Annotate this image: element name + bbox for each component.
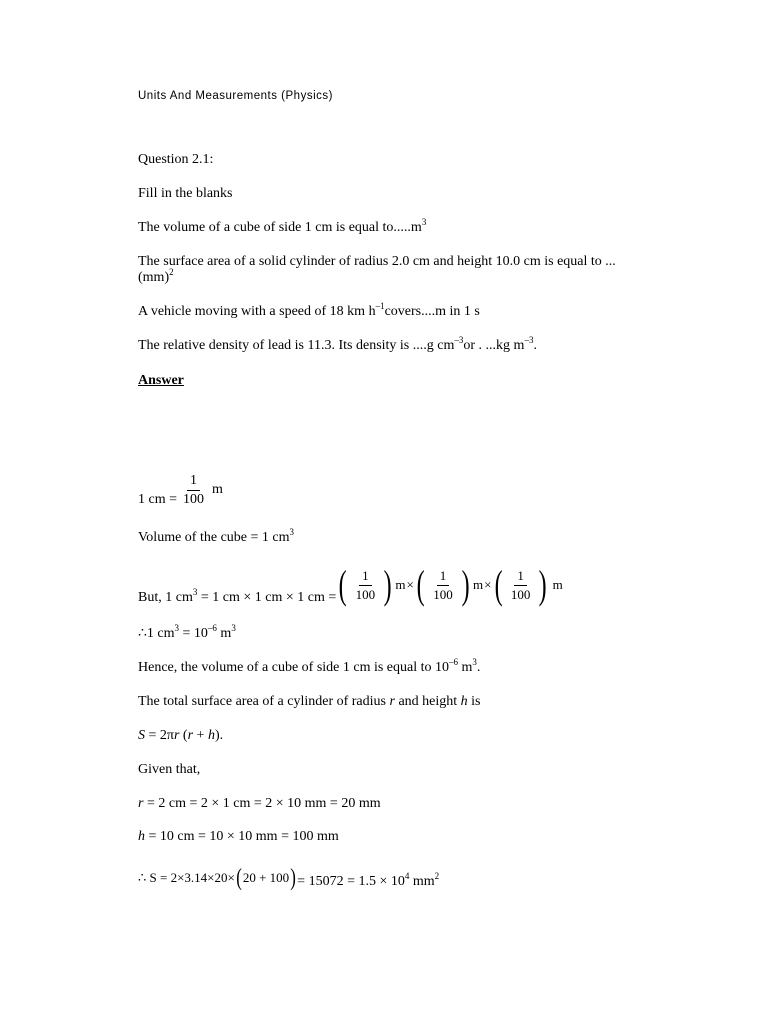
question-d: The relative density of lead is 11.3. Its density is ....g $cm^{-3}or$ . ...kg $m^{-3}$. [138, 335, 537, 353]
volume-statement: Volume of the cube = 1 $cm^3$ [138, 527, 294, 545]
equation-cm3-to-m3: ∴1 $cm^3 = 10^{-6}$ $m^3$ [138, 623, 236, 641]
question-b-line1: The surface area of a solid cylinder of radius 2.0 cm and height 10.0 cm is equal to ... [138, 254, 616, 269]
question-a: The volume of a cube of side 1 cm is equal $to.....m^3$ [138, 217, 427, 235]
surface-area-formula: S = 2πr (r + h). [138, 728, 224, 743]
equation-cube-volume: But, 1 $cm^3 = 1$ cm × 1 cm × 1 cm = ( $\frac{1}{100}$ ) m × ( $\frac{1}{100}$ ) m × ( $\frac{1}{100}$ ) m [138, 562, 563, 607]
question-c: A vehicle moving with a speed of 18 km $h^{-1}covers....m$ in 1 s [138, 301, 480, 319]
question-title: Question 2.1: [138, 152, 214, 167]
given-label: Given that, [138, 762, 201, 777]
instruction: Fill in the blanks [138, 186, 233, 201]
equation-cm-to-m: 1 cm = $\frac{1}{100}$ m [138, 472, 223, 507]
surface-area-result: ∴ S = 2×3.14×20× ( 20 + 100 ) = $15072 = 1.5 \times 10^4$ $mm^2$ [138, 865, 440, 891]
height-value: h = 10 cm = 10 × 10 mm = 100 mm [138, 829, 339, 844]
radius-value: r = 2 cm = 2 × 1 cm = 2 × 10 mm = 20 mm [138, 796, 381, 811]
hence-statement: Hence, the volume of a cube of side 1 cm is equal to $10^{-6}$ $m^3$. [138, 657, 481, 675]
question-b-line2: (mm)$^2$ [138, 267, 174, 285]
document-header: Units And Measurements (Physics) [138, 90, 333, 102]
surface-area-intro: The total surface area of a cylinder of radius r and height h is [138, 694, 481, 709]
answer-heading: Answer [138, 373, 184, 388]
